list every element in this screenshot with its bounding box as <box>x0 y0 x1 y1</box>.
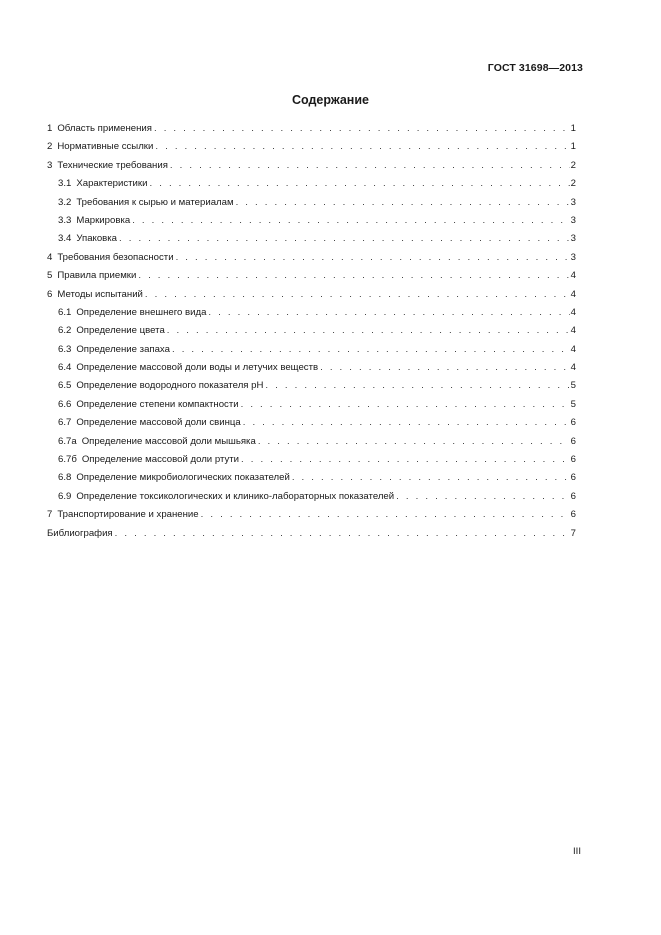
toc-entry-number: 6.6 <box>58 398 72 410</box>
toc-entry-page: 3 <box>570 214 576 226</box>
toc-leader-dots <box>236 197 570 208</box>
toc-entry-number: 3 <box>47 159 53 171</box>
toc-entry-label: Методы испытаний <box>57 288 143 300</box>
toc-entry-number: 5 <box>47 270 53 282</box>
toc-entry-page: 3 <box>570 196 576 208</box>
toc-entry-number: 6.7б <box>58 454 77 466</box>
toc-entry[interactable] <box>47 380 576 398</box>
toc-entry[interactable] <box>47 252 576 270</box>
toc-entry[interactable] <box>47 141 576 159</box>
toc-entry-number: 6.7 <box>58 417 72 429</box>
toc-entry-page: 6 <box>570 454 576 466</box>
toc-entry-number: 7 <box>47 509 53 521</box>
toc-entry-number: 2 <box>47 141 53 153</box>
toc-leader-dots <box>241 399 570 410</box>
toc-entry-label: Транспортирование и хранение <box>57 509 199 521</box>
toc-leader-dots <box>154 123 570 134</box>
toc-entry-label: Область применения <box>57 123 152 134</box>
toc-entry-label: Определение цвета <box>76 325 165 337</box>
toc-entry-page: 1 <box>570 123 576 134</box>
toc-leader-dots <box>292 472 570 483</box>
toc-title: Содержание <box>291 93 369 107</box>
toc-entry-label: Нормативные ссылки <box>57 141 154 153</box>
toc-entry[interactable] <box>47 417 576 435</box>
toc-entry-number: 6.9 <box>58 490 72 502</box>
page-number: III <box>573 846 581 857</box>
toc-entry-page: 6 <box>570 417 576 429</box>
toc-leader-dots <box>201 509 570 520</box>
toc-entry[interactable] <box>47 233 576 251</box>
toc-entry-number: 6.4 <box>58 362 72 374</box>
toc-entry-page: 4 <box>570 288 576 300</box>
toc-leader-dots <box>149 178 569 189</box>
toc-entry[interactable] <box>47 528 576 546</box>
toc-entry-number: 3.3 <box>58 214 72 226</box>
toc-entry-number: 6.3 <box>58 343 72 355</box>
toc-entry-number: 6 <box>47 288 53 300</box>
toc-entry[interactable] <box>47 160 576 178</box>
toc-leader-dots <box>145 289 570 300</box>
toc-leader-dots <box>320 362 570 373</box>
toc-entry-label: Определение массовой доли воды и летучих веществ <box>76 362 319 374</box>
toc-leader-dots <box>170 160 570 171</box>
toc-entry-number: 6.7а <box>58 435 77 447</box>
toc-entry[interactable] <box>47 307 576 325</box>
toc-entry[interactable] <box>47 325 576 343</box>
toc-leader-dots <box>396 491 570 502</box>
toc-leader-dots <box>241 454 570 465</box>
toc-entry-page: 1 <box>570 141 576 153</box>
toc-entry-page: 5 <box>570 398 576 410</box>
toc-leader-dots <box>208 307 569 318</box>
toc-entry-label: Определение внешнего вида <box>76 306 207 318</box>
toc-leader-dots <box>172 344 570 355</box>
toc-entry-page: 4 <box>570 362 576 374</box>
table-of-contents <box>47 123 576 546</box>
toc-entry-number: 4 <box>47 251 53 263</box>
toc-entry-label: Маркировка <box>76 214 131 226</box>
toc-leader-dots <box>258 436 570 447</box>
toc-entry[interactable] <box>47 362 576 380</box>
toc-entry-number: 6.8 <box>58 472 72 484</box>
toc-entry-page: 4 <box>570 343 576 355</box>
toc-entry-number: 6.1 <box>58 306 72 318</box>
toc-entry-label: Правила приемки <box>57 270 137 282</box>
toc-entry-page: 6 <box>570 435 576 447</box>
toc-entry[interactable] <box>47 399 576 417</box>
toc-leader-dots <box>167 325 570 336</box>
toc-entry[interactable] <box>47 270 576 288</box>
toc-leader-dots <box>176 252 570 263</box>
toc-entry[interactable] <box>47 178 576 196</box>
toc-entry-page: 6 <box>570 472 576 484</box>
toc-entry-page: 5 <box>570 380 576 392</box>
toc-leader-dots <box>132 215 569 226</box>
toc-entry[interactable] <box>47 123 576 141</box>
toc-leader-dots <box>265 380 569 391</box>
toc-entry-number: 3.2 <box>58 196 72 208</box>
toc-entry-number: 3.4 <box>58 233 72 245</box>
toc-entry-label: Упаковка <box>76 233 118 245</box>
toc-entry-label: Технические требования <box>57 159 168 171</box>
toc-entry[interactable] <box>47 344 576 362</box>
toc-entry[interactable] <box>47 215 576 233</box>
toc-entry[interactable] <box>47 289 576 307</box>
toc-leader-dots <box>115 528 570 539</box>
toc-entry-page: 4 <box>570 270 576 282</box>
toc-entry[interactable] <box>47 509 576 527</box>
toc-entry-page: 4 <box>570 325 576 337</box>
toc-entry[interactable] <box>47 454 576 472</box>
toc-entry-label: Библиография <box>47 527 113 539</box>
toc-entry-page: 2 <box>570 178 576 190</box>
toc-entry-page: 6 <box>570 490 576 502</box>
toc-entry-label: Определение токсикологических и клинико-лабораторных показателей <box>76 490 395 502</box>
toc-leader-dots <box>138 270 569 281</box>
toc-entry-page: 3 <box>570 251 576 263</box>
toc-entry-label: Определение массовой доли свинца <box>76 417 241 429</box>
toc-entry-label: Определение микробиологических показателей <box>76 472 290 484</box>
toc-entry-page: 2 <box>570 159 576 171</box>
toc-entry-number: 6.2 <box>58 325 72 337</box>
toc-entry-number: 1 <box>47 123 53 134</box>
toc-entry[interactable] <box>47 436 576 454</box>
toc-leader-dots <box>243 417 570 428</box>
toc-entry[interactable] <box>47 491 576 509</box>
toc-entry-label: Определение водородного показателя pH <box>76 380 264 392</box>
toc-entry[interactable] <box>47 197 576 215</box>
toc-entry[interactable] <box>47 472 576 490</box>
toc-entry-label: Определение массовой доли мышьяка <box>81 435 256 447</box>
toc-entry-page: 3 <box>570 233 576 245</box>
toc-entry-number: 3.1 <box>58 178 72 190</box>
toc-entry-label: Определение степени компактности <box>76 398 239 410</box>
toc-leader-dots <box>155 141 569 152</box>
toc-entry-label: Требования безопасности <box>57 251 174 263</box>
toc-entry-label: Характеристики <box>76 178 148 190</box>
document-code: ГОСТ 31698—2013 <box>487 62 583 74</box>
toc-entry-page: 7 <box>570 527 576 539</box>
toc-leader-dots <box>119 233 570 244</box>
toc-entry-number: 6.5 <box>58 380 72 392</box>
toc-entry-label: Определение массовой доли ртути <box>81 454 240 466</box>
toc-entry-label: Определение запаха <box>76 343 170 355</box>
toc-entry-label: Требования к сырью и материалам <box>76 196 234 208</box>
toc-entry-page: 4 <box>570 306 576 318</box>
toc-entry-page: 6 <box>570 509 576 521</box>
